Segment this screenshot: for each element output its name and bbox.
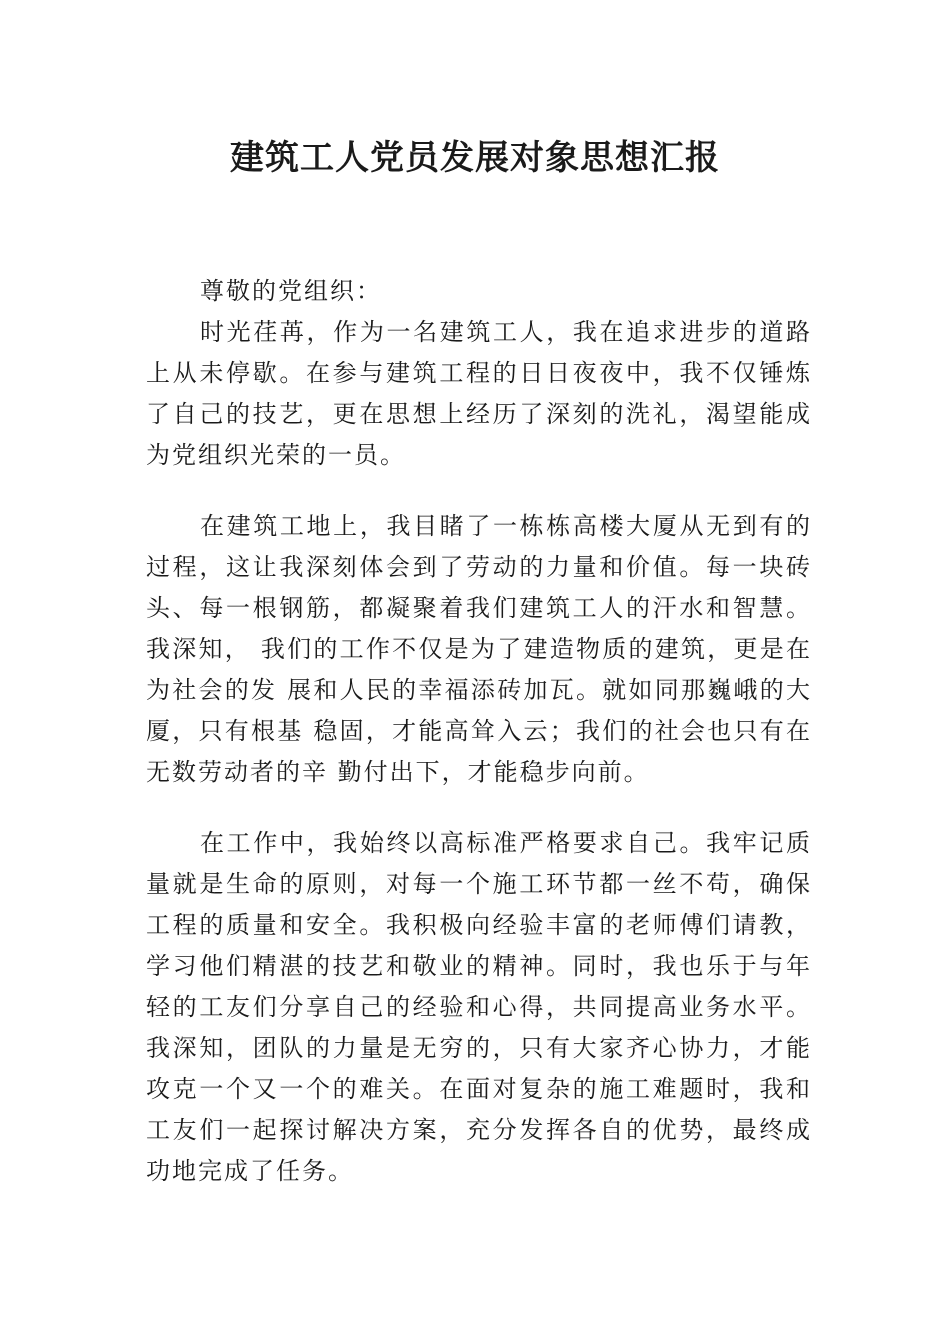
paragraph-3: 在工作中，我始终以高标准严格要求自己。我牢记质量就是生命的原则，对每一个施工环节都一丝不苟，确保工程的质量和安全。我积极向经验丰富的老师傅们请教，学习他们精湛的技艺和敬业的精神。同时，我也乐于与年轻的工友们分享自己的经验和心得，共同提高业务水平。我深知，团队的力量是无穷的，只有大家齐心协力，才能攻克一个又一个的难关。在面对复杂的施工难题时，我和工友们一起探讨解决方案，充分发挥各自的优势，最终成功地完成了任务。 — [146, 829, 812, 1185]
document-title: 建筑工人党员发展对象思想汇报 — [230, 138, 720, 178]
paragraph-1: 时光荏苒，作为一名建筑工人，我在追求进步的道路上从未停歇。在参与建筑工程的日日夜夜中，我不仅锤炼了自己的技艺，更在思想上经历了深刻的洗礼，渴望能成为党组织光荣的一员。 — [146, 318, 812, 469]
document-body — [146, 271, 812, 1192]
paragraph-2: 在建筑工地上，我目睹了一栋栋高楼大厦从无到有的过程，这让我深刻体会到了劳动的力量和价值。每一块砖头、每一根钢筋，都凝聚着我们建筑工人的汗水和智慧。我深知， 我们的工作不仅是为了建造物质的建筑，更是在为社会的发 展和人民的幸福添砖加瓦。就如同那巍峨的大厦，只有根基 稳固，才能高耸入云；我们的社会也只有在无数劳动者的辛 勤付出下，才能稳步向前。 — [146, 512, 812, 786]
salutation: 尊敬的党组织： — [200, 277, 382, 305]
